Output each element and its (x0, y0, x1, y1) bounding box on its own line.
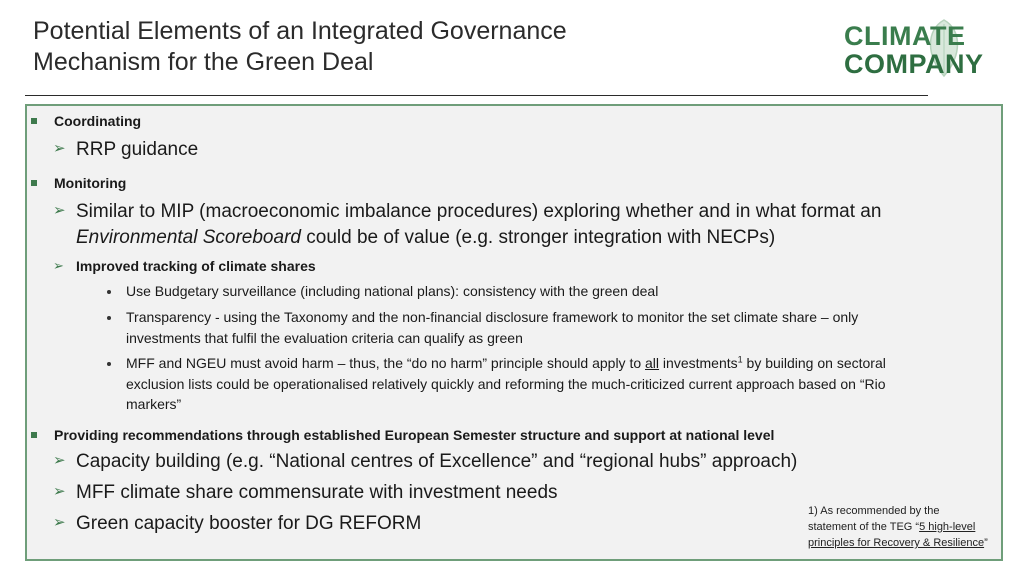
round-bullet-icon (107, 362, 111, 366)
footnote-ref-1: 1 (737, 354, 743, 365)
arrow-bullet-icon: ➢ (53, 483, 66, 500)
tracking-bullet-budgetary: Use Budgetary surveillance (including national plans): consistency with the green deal (126, 283, 659, 299)
footnote-line-2-pre: statement of the TEG “ (808, 521, 920, 533)
dnsh-text-all: all (645, 355, 660, 371)
square-bullet-icon (31, 118, 37, 124)
monitoring-item-mip-line2 (76, 227, 775, 249)
climate-company-logo (836, 14, 1006, 84)
square-bullet-icon (31, 180, 37, 186)
section-heading-monitoring: Monitoring (54, 175, 127, 191)
environmental-scoreboard-term: Environmental Scoreboard (76, 227, 301, 248)
logo-line-2: COMPANY (844, 49, 984, 79)
footnote-line-3-post: ” (984, 537, 988, 549)
recommendation-item-capacity-building: Capacity building (e.g. “National centres of Excellence” and “regional hubs” approach) (76, 451, 798, 472)
teg-link-part1[interactable]: 5 high-level (919, 521, 976, 533)
coordinating-item-rrp: RRP guidance (76, 139, 199, 160)
recommendation-item-capacity-booster: Green capacity booster for DG REFORM (76, 513, 422, 534)
arrow-bullet-icon: ➢ (53, 258, 64, 273)
section-heading-recommendations: Providing recommendations through established European Semester structure and support at national level (54, 427, 775, 443)
title-divider (25, 95, 928, 96)
monitoring-item-mip-line1: Similar to MIP (macroeconomic imbalance procedures) exploring whether and in what format an (76, 201, 882, 222)
page-title (33, 16, 793, 78)
recommendation-item-mff-climate-share: MFF climate share commensurate with investment needs (76, 482, 558, 503)
title-line-2: Mechanism for the Green Deal (33, 48, 374, 76)
teg-link-part2[interactable]: principles for Recovery & Resilience (808, 537, 985, 549)
dnsh-text-pre: MFF and NGEU must avoid harm – thus, the “do no harm” principle should apply to (126, 355, 642, 371)
arrow-bullet-icon: ➢ (53, 202, 66, 219)
tracking-bullet-dnsh-line1 (126, 355, 886, 371)
arrow-bullet-icon: ➢ (53, 452, 66, 469)
dnsh-text-investments: investments (662, 355, 738, 371)
tracking-bullet-dnsh-line2: exclusion lists could be operationalised relatively quickly and reforming the much-criticized current approach based on “Rio (126, 376, 886, 392)
arrow-bullet-icon: ➢ (53, 514, 66, 531)
section-heading-coordinating: Coordinating (54, 113, 142, 129)
dnsh-text-post: by building on sectoral (746, 355, 886, 371)
logo-line-1: CLIMATE (844, 21, 966, 51)
arrow-bullet-icon: ➢ (53, 140, 66, 157)
footnote-line-1: 1) As recommended by the (808, 505, 940, 517)
title-line-1: Potential Elements of an Integrated Governance (33, 17, 567, 45)
tracking-bullet-transparency-line1: Transparency - using the Taxonomy and the non-financial disclosure framework to monitor the set climate share – only (126, 309, 859, 325)
tracking-bullet-transparency-line2: investments that fulfil the evaluation criteria can qualify as green (126, 330, 523, 346)
round-bullet-icon (107, 316, 111, 320)
square-bullet-icon (31, 432, 37, 438)
footnote (808, 503, 1008, 551)
monitoring-item-mip-tail: could be of value (e.g. stronger integration with NECPs) (306, 227, 776, 248)
tracking-bullet-dnsh-line3: markers” (126, 396, 182, 412)
round-bullet-icon (107, 290, 111, 294)
monitoring-subheading-tracking: Improved tracking of climate shares (76, 258, 316, 274)
